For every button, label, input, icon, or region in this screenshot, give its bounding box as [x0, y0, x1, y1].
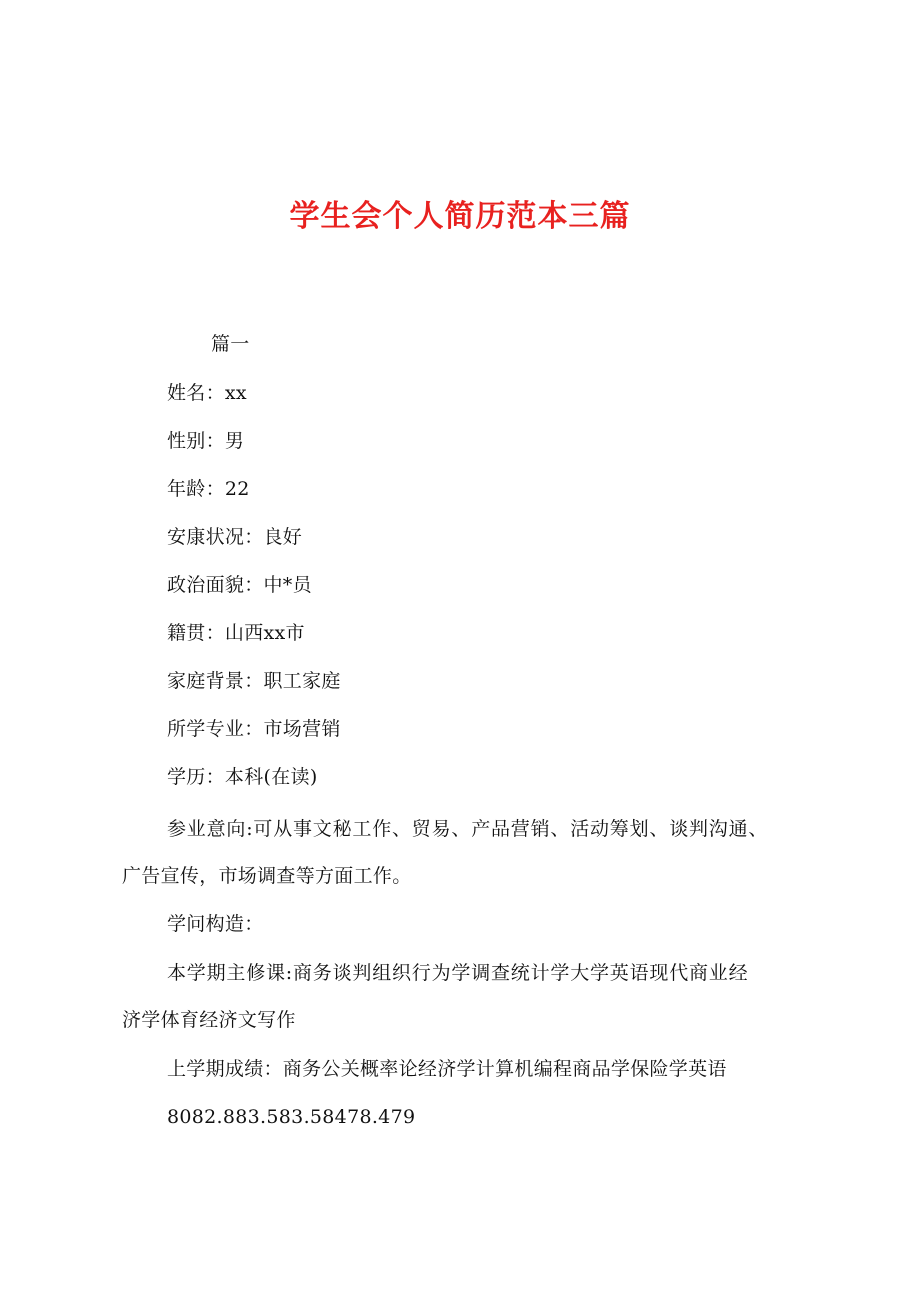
- field-age: 年龄：22: [167, 478, 250, 500]
- knowledge-heading: 学问构造：: [167, 913, 264, 935]
- field-political-status: 政治面貌：中*员: [167, 574, 312, 596]
- field-family-background: 家庭背景：职工家庭: [167, 670, 341, 692]
- section-heading: 篇一: [211, 333, 250, 355]
- field-name: 姓名：xx: [167, 382, 247, 404]
- main-courses-line1: 本学期主修课:商务谈判组织行为学调查统计学大学英语现代商业经: [167, 962, 749, 984]
- field-education: 学历：本科(在读): [167, 766, 318, 788]
- document-title: 学生会个人简历范本三篇: [289, 199, 631, 234]
- last-grades-line2: 8082.883.583.58478.479: [167, 1106, 416, 1128]
- last-grades-line1: 上学期成绩：商务公关概率论经济学计算机编程商品学保险学英语: [167, 1058, 727, 1080]
- career-intent-line1: 参业意向:可从事文秘工作、贸易、产品营销、活动筹划、谈判沟通、: [167, 818, 769, 840]
- field-health: 安康状况：良好: [167, 526, 303, 548]
- career-intent-line2: 广告宣传，市场调查等方面工作。: [122, 865, 412, 887]
- main-courses-line2: 济学体育经济文写作: [122, 1009, 296, 1031]
- field-hometown: 籍贯：山西xx市: [167, 622, 305, 644]
- field-major: 所学专业：市场营销: [167, 718, 341, 740]
- field-gender: 性别：男: [167, 430, 245, 452]
